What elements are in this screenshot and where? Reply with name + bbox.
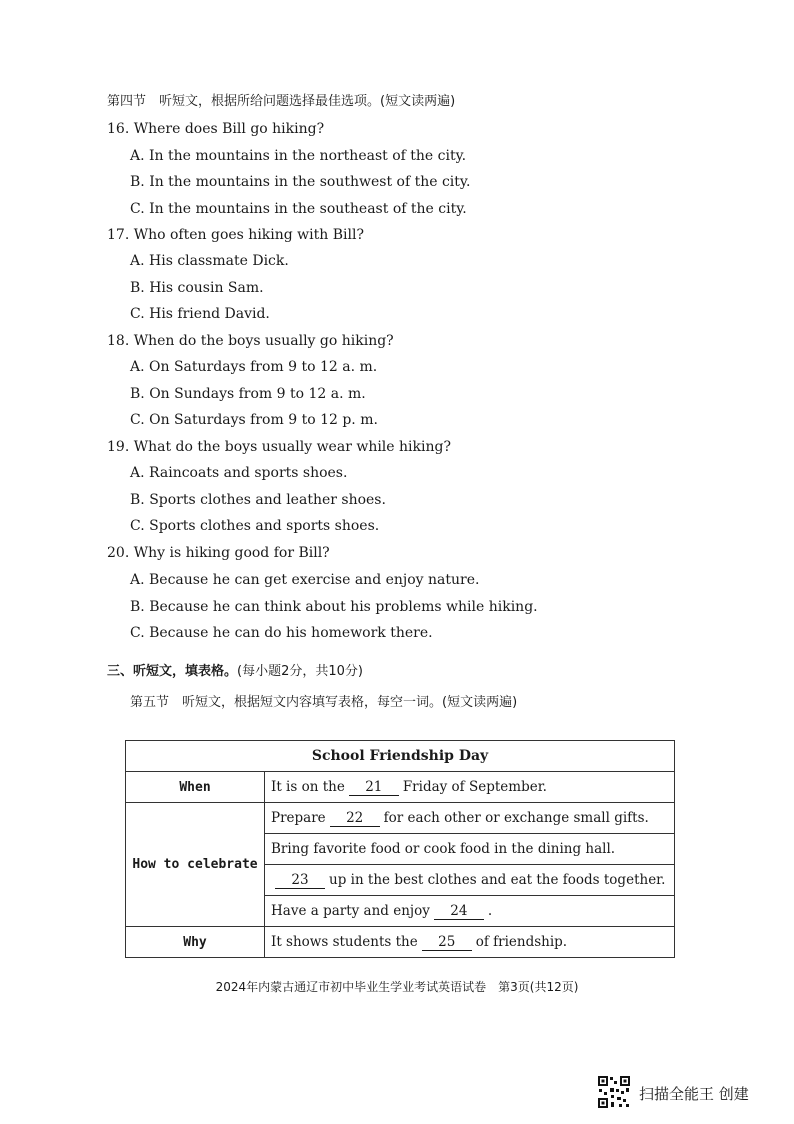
question-16: 16. Where does Bill go hiking?	[107, 121, 325, 137]
option-17c: C. His friend David.	[130, 306, 270, 322]
blank-23[interactable]: 23	[275, 872, 325, 889]
option-17b: B. His cousin Sam.	[130, 280, 264, 296]
option-16a: A. In the mountains in the northeast of the city.	[130, 148, 467, 164]
blank-22[interactable]: 22	[330, 810, 380, 827]
why-label: Why	[126, 927, 265, 958]
option-20c: C. Because he can do his homework there.	[130, 625, 433, 641]
when-cell	[265, 772, 675, 803]
why-cell	[265, 927, 675, 958]
option-19c: C. Sports clothes and sports shoes.	[130, 518, 380, 534]
table-title: School Friendship Day	[126, 741, 675, 772]
when-text-after: Friday of September.	[402, 778, 547, 795]
qr-code-icon	[597, 1075, 631, 1109]
option-18c: C. On Saturdays from 9 to 12 p. m.	[130, 412, 378, 428]
why-text-before: It shows students the	[271, 933, 418, 950]
scanner-brand: 扫描全能王 创建	[639, 1085, 749, 1103]
how-row-3-after: up in the best clothes and eat the foods together.	[329, 871, 666, 888]
blank-21[interactable]: 21	[349, 779, 399, 796]
how-row-4-before: Have a party and enjoy	[271, 902, 430, 919]
question-19: 19. What do the boys usually wear while hiking?	[107, 439, 451, 455]
how-row-2: Bring favorite food or cook food in the dining hall.	[265, 834, 675, 865]
part-3-heading	[107, 663, 363, 681]
how-row-3	[265, 865, 675, 896]
how-row-1	[265, 803, 675, 834]
why-text-after: of friendship.	[475, 933, 568, 950]
option-20b: B. Because he can think about his problems while hiking.	[130, 599, 538, 615]
part-3-heading-text: 三、听短文，填表格。	[107, 664, 238, 679]
option-17a: A. His classmate Dick.	[130, 253, 289, 269]
how-row-4-after: .	[487, 902, 493, 919]
section-5-title: 第五节 听短文，根据短文内容填写表格，每空一词。(短文读两遍)	[130, 695, 518, 710]
how-label: How to celebrate	[126, 803, 265, 927]
blank-24[interactable]: 24	[434, 903, 484, 920]
option-20a: A. Because he can get exercise and enjoy nature.	[130, 572, 480, 588]
option-18a: A. On Saturdays from 9 to 12 a. m.	[130, 359, 378, 375]
option-19a: A. Raincoats and sports shoes.	[130, 465, 348, 481]
blank-25[interactable]: 25	[422, 934, 472, 951]
question-20: 20. Why is hiking good for Bill?	[107, 545, 330, 561]
question-18: 18. When do the boys usually go hiking?	[107, 333, 394, 349]
section-4-title: 第四节 听短文，根据所给问题选择最佳选项。(短文读两遍)	[107, 94, 456, 109]
question-17: 17. Who often goes hiking with Bill?	[107, 227, 364, 243]
page-footer: 2024年内蒙古通辽市初中毕业生学业考试英语试卷 第3页(共12页)	[215, 980, 579, 994]
option-19b: B. Sports clothes and leather shoes.	[130, 492, 386, 508]
how-row-4	[265, 896, 675, 927]
how-row-1-before: Prepare	[271, 809, 326, 826]
friendship-day-table	[125, 740, 675, 958]
when-label: When	[126, 772, 265, 803]
part-3-heading-note: (每小题2分，共10分)	[237, 664, 363, 679]
option-18b: B. On Sundays from 9 to 12 a. m.	[130, 386, 366, 402]
option-16c: C. In the mountains in the southeast of the city.	[130, 201, 467, 217]
when-text-before: It is on the	[271, 778, 345, 795]
how-row-1-after: for each other or exchange small gifts.	[383, 809, 649, 826]
option-16b: B. In the mountains in the southwest of the city.	[130, 174, 471, 190]
